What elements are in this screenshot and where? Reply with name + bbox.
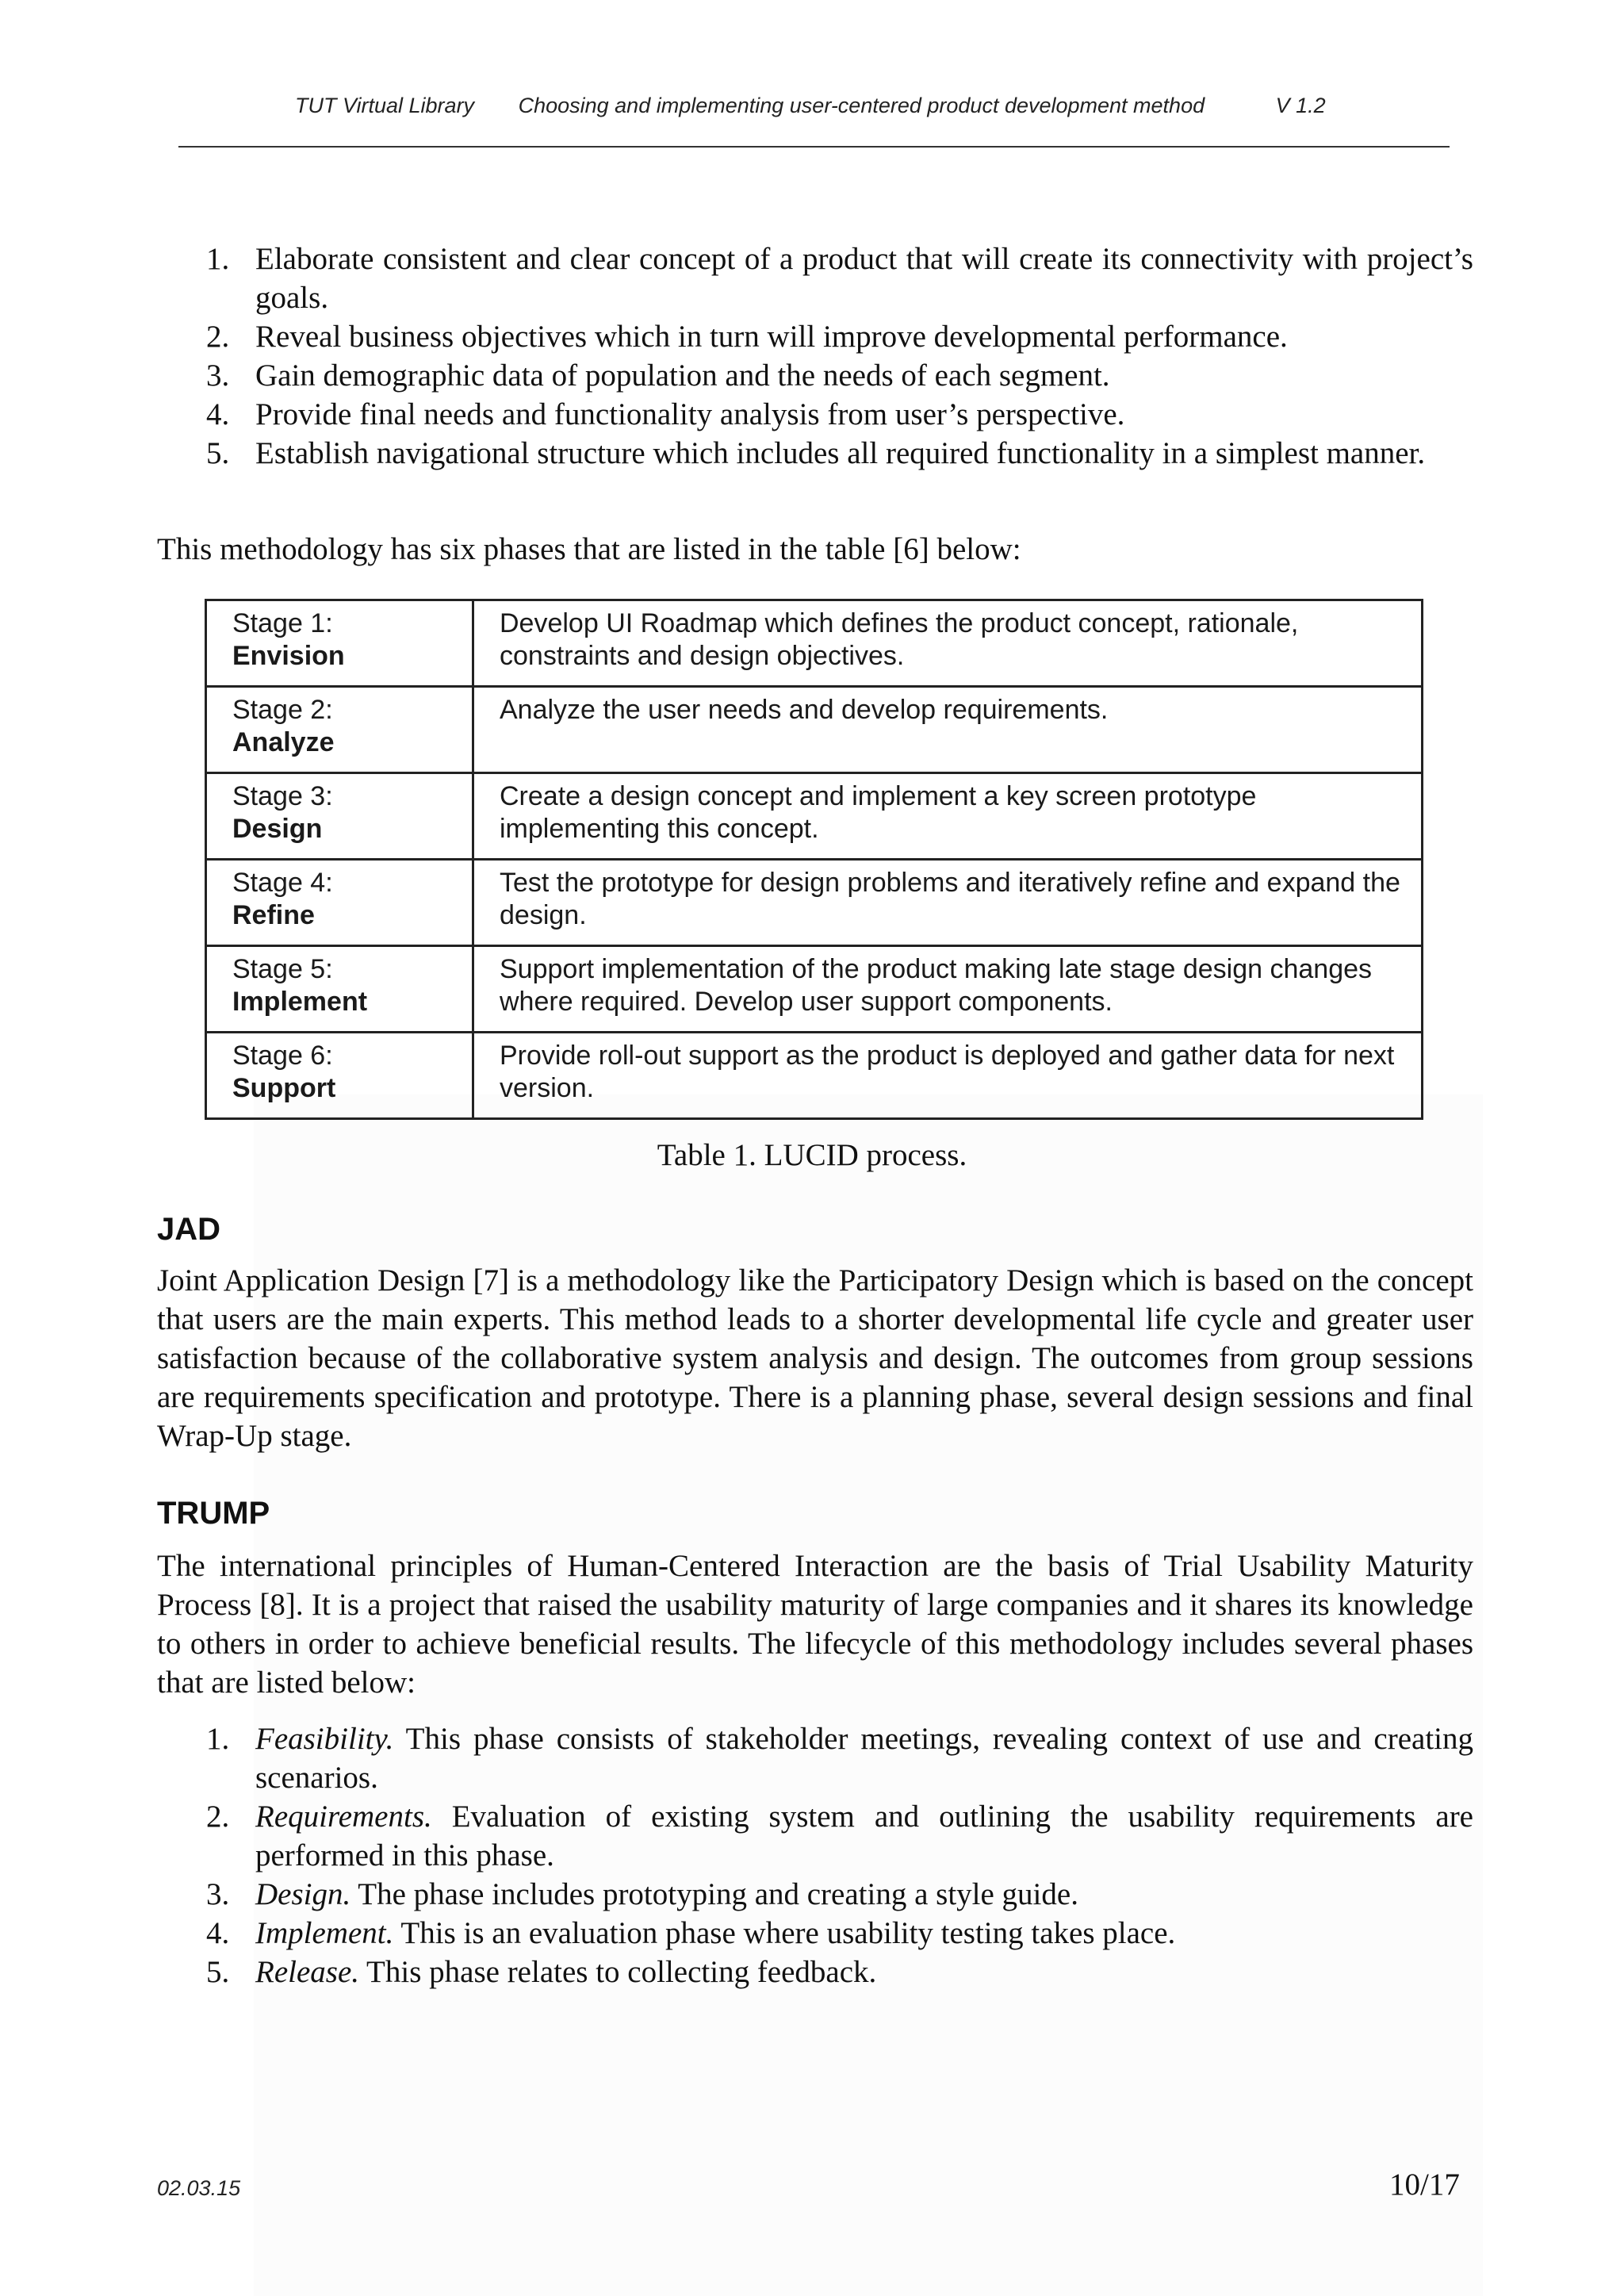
stage-cell: Stage 4: Refine	[206, 860, 473, 946]
stage-description: Create a design concept and implement a key screen prototype implementing this concept.	[473, 773, 1423, 860]
list-item: 3. Design. The phase includes prototyping and creating a style guide.	[206, 1877, 1078, 1911]
lucid-table	[205, 599, 1423, 1120]
stage-description: Support implementation of the product making late stage design changes where required. Develop user support components.	[473, 946, 1423, 1033]
jad-paragraph: Joint Application Design [7] is a methodology like the Participatory Design which is based on the concept that users are the main experts. This method leads to a shorter developmental life cycle and greater user satisfaction because of the collaborative system analysis and design. The outcomes from group sessions are requirements specification and prototype. There is a planning phase, several design sessions and final Wrap-Up stage.	[157, 1263, 1473, 1453]
stage-description: Test the prototype for design problems and iteratively refine and expand the design.	[473, 860, 1423, 946]
trump-phases-list	[157, 1719, 1473, 1991]
stage-description: Analyze the user needs and develop requirements.	[473, 687, 1423, 773]
list-item: 2. Reveal business objectives which in turn will improve developmental performance.	[206, 320, 1288, 354]
header-version: V 1.2	[1275, 94, 1326, 117]
list-item: 1. Elaborate consistent and clear concept of a product that will create its connectivity with project’s goals.	[206, 242, 1473, 315]
stage-cell: Stage 3: Design	[206, 773, 473, 860]
table-caption: Table 1. LUCID process.	[657, 1138, 967, 1172]
list-item: 5. Establish navigational structure which includes all required functionality in a simplest manner.	[206, 436, 1426, 470]
intro-paragraph: This methodology has six phases that are listed in the table [6] below:	[157, 532, 1021, 566]
trump-heading: TRUMP	[157, 1496, 270, 1531]
table-row	[206, 1033, 1423, 1119]
trump-paragraph: The international principles of Human-Centered Interaction are the basis of Trial Usability Maturity Process [8]. It is a project that raised the usability maturity of large companies and it shares its knowledge to others in order to achieve beneficial results. The lifecycle of this methodology includes several phases that are listed below:	[157, 1549, 1473, 1700]
table-row	[206, 773, 1423, 860]
table-row	[206, 946, 1423, 1033]
table-row	[206, 860, 1423, 946]
stage-cell: Stage 2: Analyze	[206, 687, 473, 773]
stage-description: Develop UI Roadmap which defines the product concept, rationale, constraints and design objectives.	[473, 600, 1423, 687]
goals-list	[157, 240, 1473, 473]
header-library: TUT Virtual Library	[295, 94, 475, 117]
jad-heading: JAD	[157, 1212, 221, 1247]
list-item: 4. Implement. This is an evaluation phase where usability testing takes place.	[206, 1916, 1176, 1950]
page-header	[295, 94, 1405, 118]
table-row	[206, 687, 1423, 773]
stage-cell: Stage 6: Support	[206, 1033, 473, 1119]
stage-description: Provide roll-out support as the product is deployed and gather data for next version.	[473, 1033, 1423, 1119]
list-item: 3. Gain demographic data of population and the needs of each segment.	[206, 358, 1110, 393]
list-item: 5. Release. This phase relates to collecting feedback.	[206, 1955, 877, 1989]
stage-cell: Stage 5: Implement	[206, 946, 473, 1033]
footer-date: 02.03.15	[157, 2176, 241, 2200]
header-rule	[178, 146, 1450, 148]
stage-cell: Stage 1: Envision	[206, 600, 473, 687]
list-item: 2. Requirements. Evaluation of existing system and outlining the usability requirements are performed in this phase.	[206, 1800, 1473, 1872]
list-item: 1. Feasibility. This phase consists of stakeholder meetings, revealing context of use and creating scenarios.	[206, 1722, 1473, 1795]
header-title: Choosing and implementing user-centered product development method	[518, 94, 1205, 117]
list-item: 4. Provide final needs and functionality analysis from user’s perspective.	[206, 397, 1125, 431]
table-row	[206, 600, 1423, 687]
page-number: 10/17	[1389, 2168, 1460, 2202]
